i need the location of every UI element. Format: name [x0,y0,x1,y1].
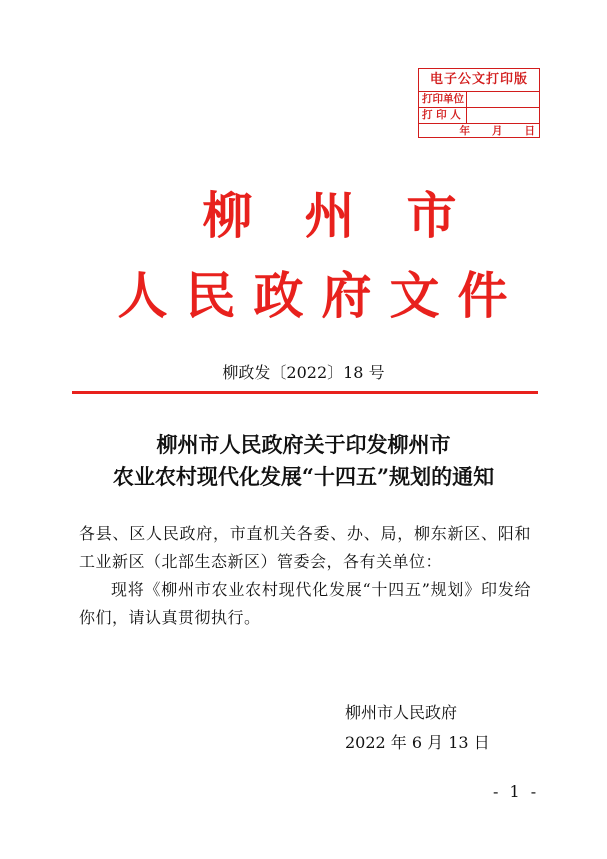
document-body [79,520,531,632]
print-stamp [418,68,540,138]
stamp-print-unit-label: 打印单位 [419,92,467,107]
stamp-printer-label: 打 印 人 [419,108,467,123]
signature-date: 2022 年 6 月 13 日 [345,733,490,752]
issuer-header-line1: 柳州市 [202,186,509,245]
document-title [0,429,607,493]
signature-block [345,698,490,758]
stamp-day-label: 日 [524,125,535,137]
page-number: - 1 - [493,782,540,801]
stamp-month-label: 月 [492,125,503,137]
stamp-printer-row [419,108,539,124]
stamp-year-label: 年 [459,125,470,137]
stamp-printer-value [467,108,539,123]
document-title-line2: 农业农村现代化发展“十四五”规划的通知 [112,464,495,489]
stamp-date-row [419,124,539,139]
stamp-print-unit-value [467,92,539,107]
body-paragraph: 现将《柳州市农业农村现代化发展“十四五”规划》印发给你们，请认真贯彻执行。 [79,580,531,627]
recipients: 各县、区人民政府，市直机关各委、办、局，柳东新区、阳和工业新区（北部生态新区）管委会，各有关单位： [79,524,531,571]
red-divider [72,391,538,394]
signature-issuer: 柳州市人民政府 [345,703,458,722]
stamp-print-unit-row [419,92,539,108]
document-title-line1: 柳州市人民政府关于印发柳州市 [156,432,451,457]
document-number: 柳政发〔2022〕18 号 [222,363,385,382]
stamp-title: 电子公文打印版 [419,69,539,92]
issuer-header-line2: 人民政府文件 [117,266,526,325]
